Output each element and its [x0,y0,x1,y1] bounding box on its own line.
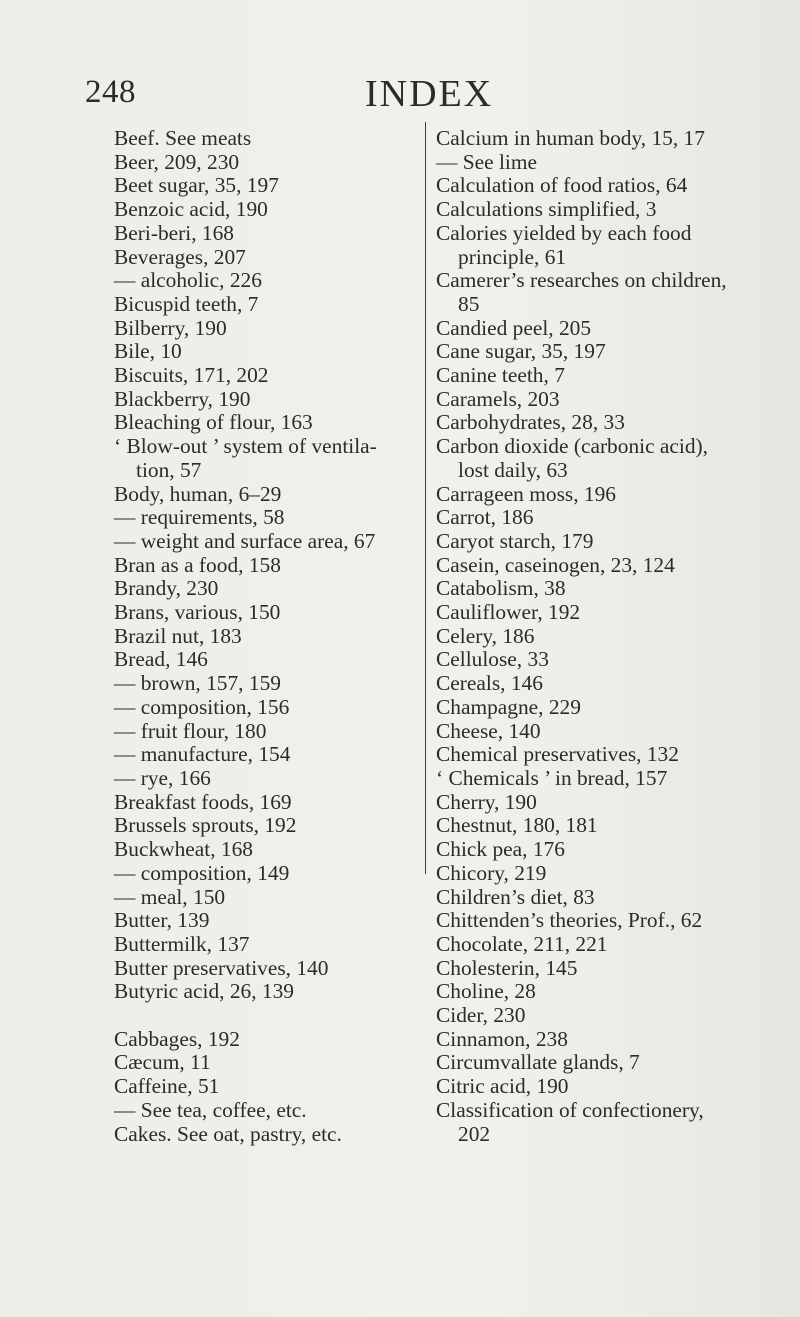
index-subentry: — rye, 166 [114,765,211,790]
index-entry: Butyric acid, 26, 139 [114,979,295,1004]
index-entry: Carrageen moss, 196 [436,481,616,506]
index-entry: Buckwheat, 168 [114,837,254,862]
index-entry: Candied peel, 205 [436,315,592,340]
index-entry: Body, human, 6–29 [114,481,282,506]
index-entry: Cholesterin, 145 [436,955,578,980]
index-entry: ‘ Chemicals ’ in bread, 157 [436,765,668,790]
index-entry: Cauliflower, 192 [436,600,581,625]
index-entry: Beri-beri, 168 [114,220,234,245]
index-entry: Cane sugar, 35, 197 [436,339,606,364]
index-column-right [436,127,736,1146]
index-entry: Caramels, 203 [436,386,560,411]
index-entry: Brans, various, 150 [114,600,281,625]
index-entry: Calories yielded by each food [436,220,692,245]
index-subentry: — meal, 150 [114,884,226,909]
index-entry: Caryot starch, 179 [436,528,594,553]
index-entry: Choline, 28 [436,979,536,1004]
index-entry: Bran as a food, 158 [114,552,281,577]
index-entry: ‘ Blow-out ’ system of ventila- [114,434,377,459]
index-entry: Beet sugar, 35, 197 [114,173,279,198]
index-entry: Bicuspid teeth, 7 [114,291,259,316]
page-number: 248 [85,74,136,110]
index-entry: Carbon dioxide (carbonic acid), [436,434,709,459]
index-entry: Biscuits, 171, 202 [114,363,269,388]
index-entry: Calculation of food ratios, 64 [436,173,688,198]
index-entry: Brandy, 230 [114,576,219,601]
index-entry: Chittenden’s theories, Prof., 62 [436,908,703,933]
index-entry: Bile, 10 [114,339,182,364]
page-header [85,68,725,118]
index-entry: Catabolism, 38 [436,576,566,601]
index-entry: Beer, 209, 230 [114,149,240,174]
column-divider [425,122,426,874]
index-entry: Celery, 186 [436,623,535,648]
index-entry-continuation: 202 [458,1121,491,1146]
index-entry: Cherry, 190 [436,789,537,814]
index-subentry: — weight and surface area, 67 [114,528,376,553]
index-entry: Calcium in human body, 15, 17 [436,126,705,150]
index-subentry: — alcoholic, 226 [114,268,262,293]
index-entry: Benzoic acid, 190 [114,197,268,222]
index-entry: Cider, 230 [436,1003,526,1028]
index-entry: Canine teeth, 7 [436,363,565,388]
index-entry: Calculations simplified, 3 [436,197,657,222]
index-entry: Breakfast foods, 169 [114,789,292,814]
index-subentry: — fruit flour, 180 [114,718,267,743]
index-entry: Camerer’s researches on children, [436,268,727,293]
index-subentry: — requirements, 58 [114,505,285,530]
index-entry: Buttermilk, 137 [114,931,250,956]
index-subentry: — composition, 156 [114,694,290,719]
index-subentry: — See tea, coffee, etc. [114,1097,307,1122]
index-entry: Bilberry, 190 [114,315,227,340]
index-entry: Beverages, 207 [114,244,246,269]
index-entry: Caffeine, 51 [114,1074,220,1099]
index-subentry: — manufacture, 154 [114,742,291,767]
index-entry: Blackberry, 190 [114,386,251,411]
index-entry-continuation: tion, 57 [136,457,202,482]
index-entry: Casein, caseinogen, 23, 124 [436,552,675,577]
index-entry-continuation: lost daily, 63 [458,457,568,482]
index-subentry: — See lime [436,149,537,174]
index-entry: Chemical preservatives, 132 [436,742,679,767]
index-entry: Cinnamon, 238 [436,1026,568,1051]
index-entry: Classification of confectionery, [436,1097,704,1122]
index-entry: Bread, 146 [114,647,208,672]
index-entry: Brazil nut, 183 [114,623,242,648]
index-subentry: — composition, 149 [114,860,290,885]
index-subentry: — brown, 157, 159 [114,671,281,696]
index-entry-continuation: principle, 61 [458,244,567,269]
index-entry: Cellulose, 33 [436,647,549,672]
index-entry: Bleaching of flour, 163 [114,410,313,435]
index-entry: Carbohydrates, 28, 33 [436,410,625,435]
index-entry: Carrot, 186 [436,505,534,530]
index-entry: Cabbages, 192 [114,1026,240,1051]
index-entry: Butter preservatives, 140 [114,955,329,980]
index-entry-continuation: 85 [458,291,480,316]
index-entry: Circumvallate glands, 7 [436,1050,640,1075]
index-entry: Cheese, 140 [436,718,541,743]
index-entry: Beef. See meats [114,126,252,150]
index-entry: Butter, 139 [114,908,210,933]
index-entry: Chick pea, 176 [436,837,565,862]
index-entry: Citric acid, 190 [436,1074,569,1099]
index-column-left [114,127,414,1146]
index-entry: Cakes. See oat, pastry, etc. [114,1121,342,1146]
index-entry: Cereals, 146 [436,671,543,696]
index-entry: Cæcum, 11 [114,1050,211,1075]
index-entry: Chestnut, 180, 181 [436,813,598,838]
index-entry: Children’s diet, 83 [436,884,595,909]
index-entry: Brussels sprouts, 192 [114,813,297,838]
index-entry: Champagne, 229 [436,694,581,719]
page-title: INDEX [365,73,494,115]
index-entry: Chicory, 219 [436,860,547,885]
index-entry: Chocolate, 211, 221 [436,931,608,956]
